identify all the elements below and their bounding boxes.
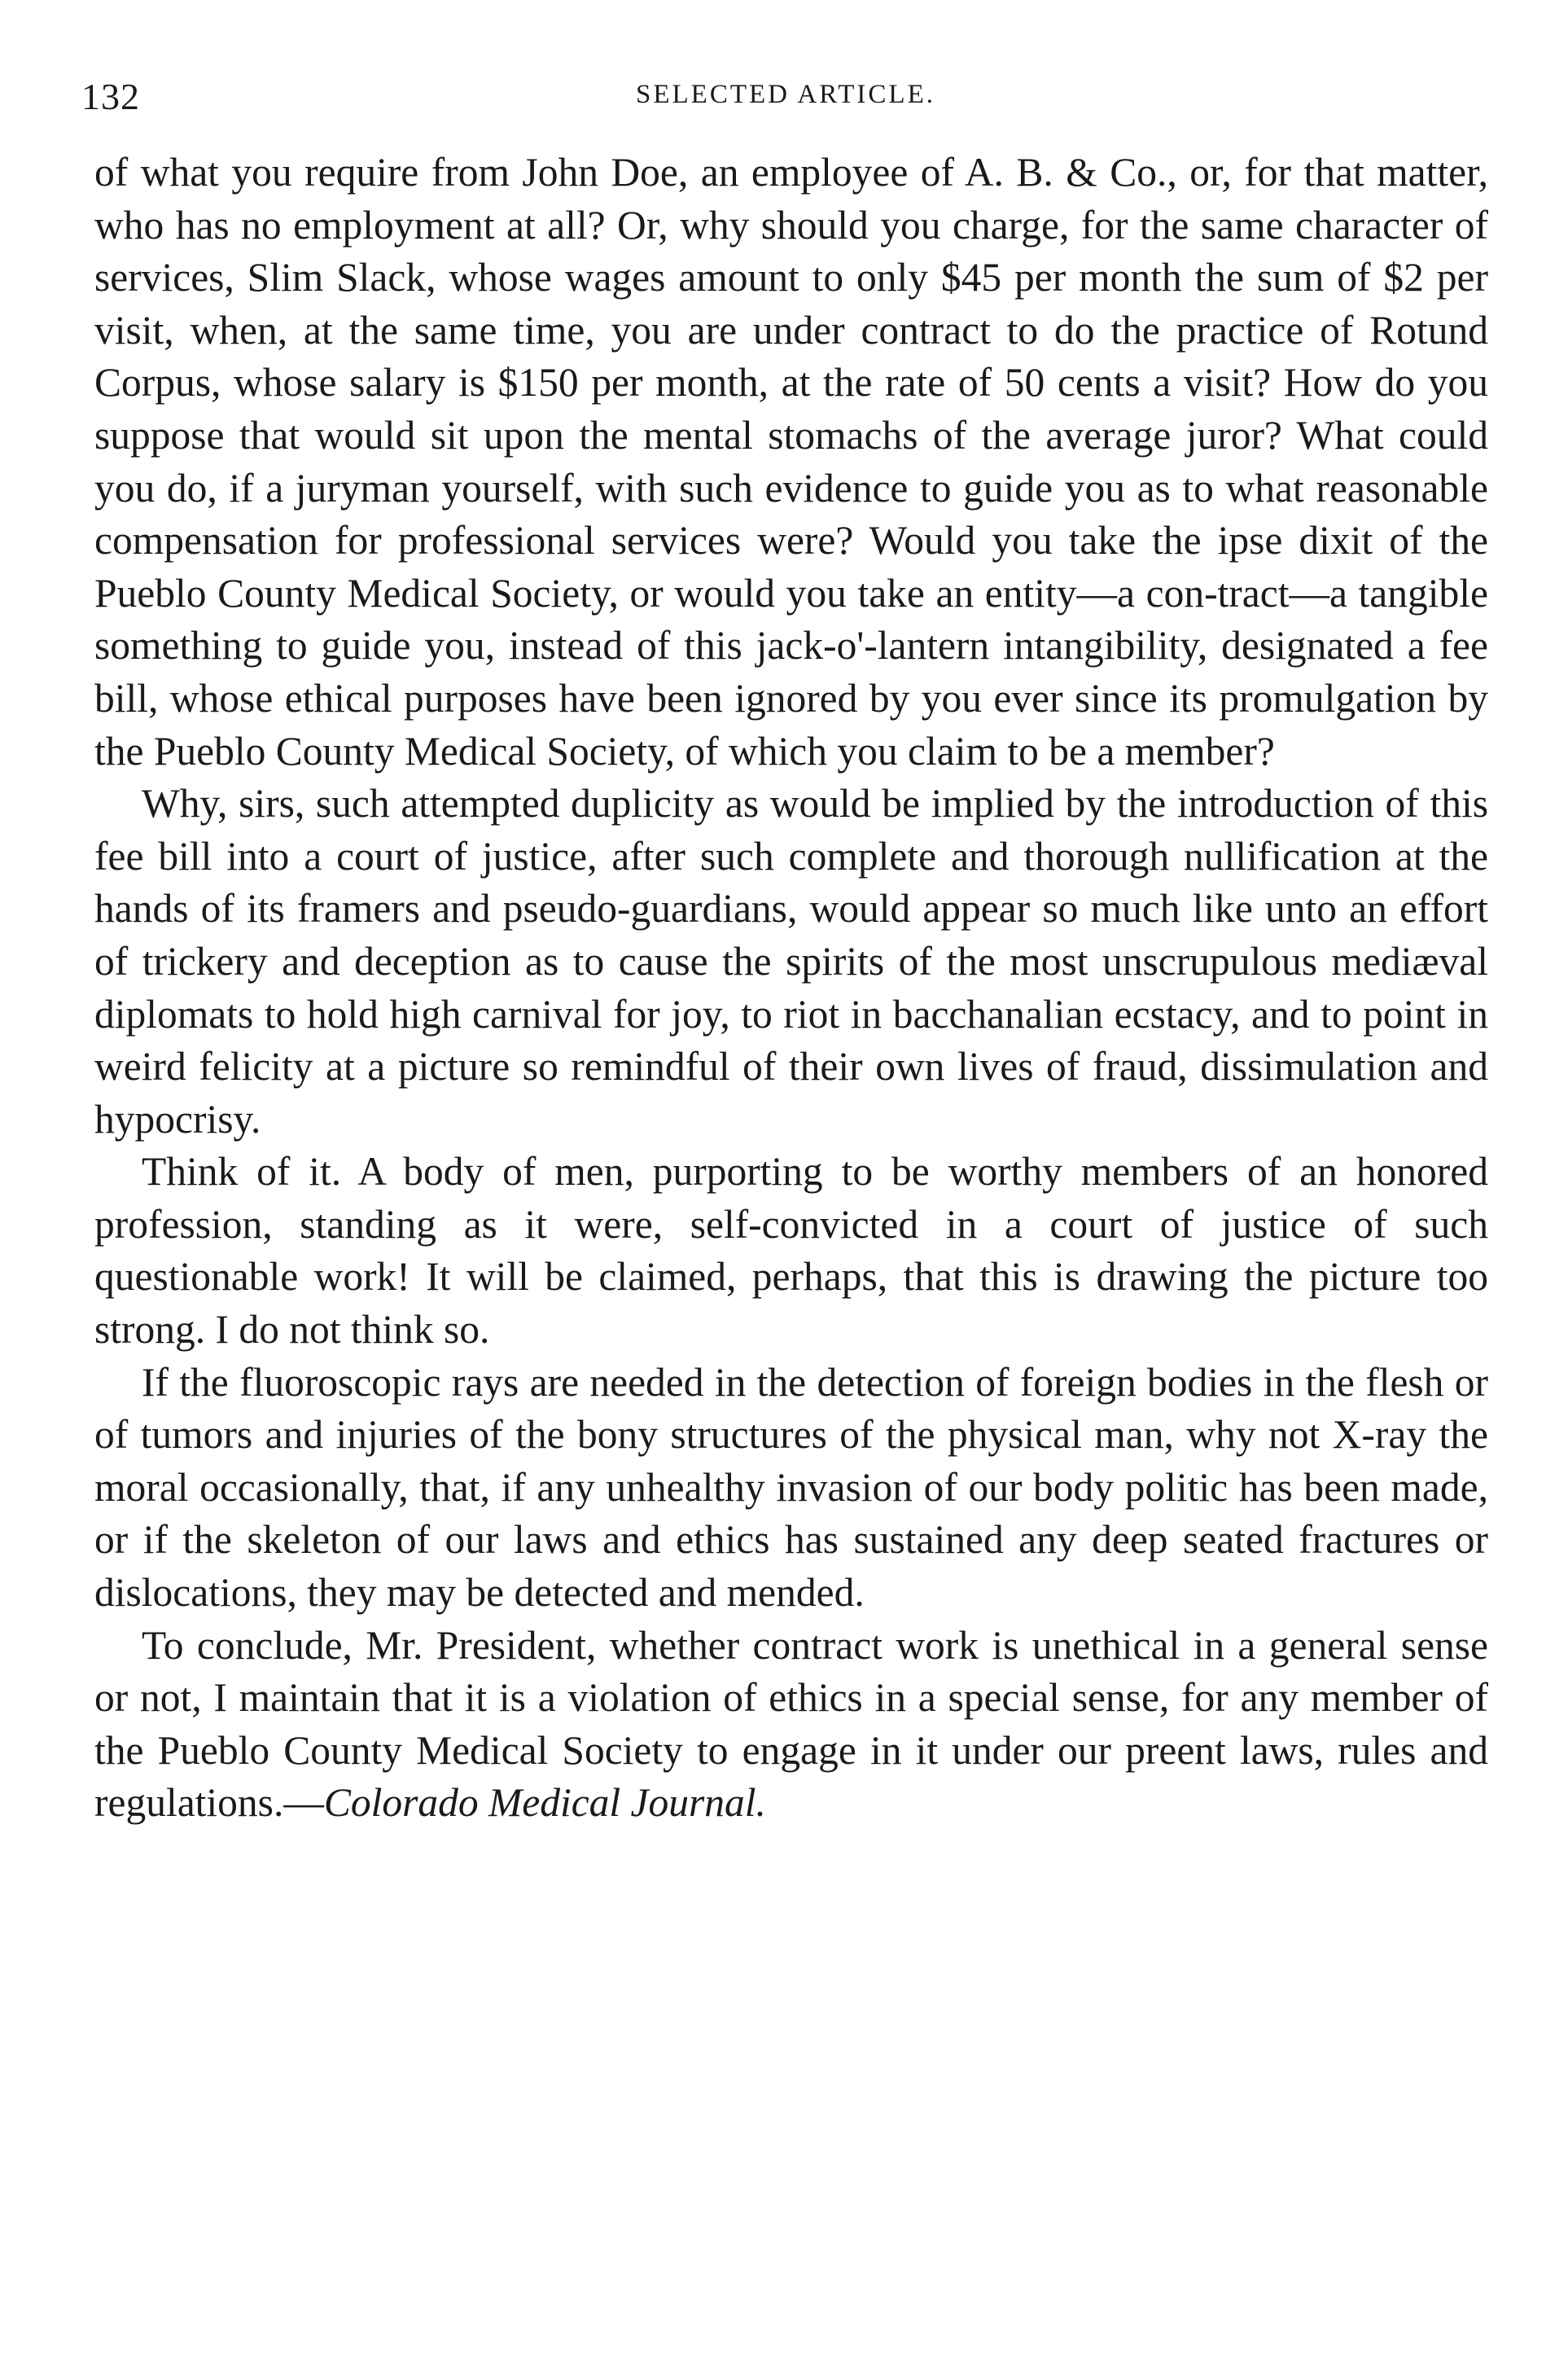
paragraph-1: of what you require from John Doe, an employee of A. B. & Co., or, for that matter, who has no employment at all? Or, why should you charge, for the same character of services, Slim Slack, whose wages amount to only $45 per month the sum of $2 per visit, when, at the same time, you are under contract to do the practice of Rotund Corpus, whose salary is $150 per month, at the rate of 50 cents a visit? How do you suppose that would sit upon the mental stomachs of the average juror? What could you do, if a juryman yourself, with such evidence to guide you as to what reasonable compensation for professional services were? Would you take the ipse dixit of the Pueblo County Medical Society, or would you take an entity—a con-tract—a tangible something to guide you, instead of this jack-o'-lantern intangibility, designated a fee bill, whose ethical purposes have been ignored by you ever since its promulgation by the Pueblo County Medical Society, of which you claim to be a member? xyxy=(94,150,1488,774)
page-number: 132 xyxy=(81,76,140,117)
article-body xyxy=(94,147,1488,1830)
source-citation: Colorado Medical Journal. xyxy=(323,1780,766,1826)
paragraph-5 xyxy=(94,1620,1488,1830)
paragraph-5-text: To conclude, Mr. President, whether contract work is unethical in a general sense or not, I maintain that it is a violation of ethics in a special sense, for any member of the Pueblo County Medical Society to engage in it under our preent laws, rules and regulations.— xyxy=(94,1622,1488,1826)
running-head: SELECTED ARTICLE. xyxy=(636,80,935,109)
paragraph-4: If the fluoroscopic rays are needed in the detection of foreign bodies in the flesh or of tumors and injuries of the bony structures of the physical man, why not X-ray the moral occasionally, that, if any unhealthy invasion of our body politic has been made, or if the skeleton of our laws and ethics has sustained any deep seated fractures or dislocations, they may be detected and mended. xyxy=(94,1359,1488,1616)
paragraph-3: Think of it. A body of men, purporting to be worthy members of an honored profession, standing as it were, self-convicted in a court of justice of such questionable work! It will be claimed, perhaps, that this is drawing the picture too strong. I do not think so. xyxy=(94,1149,1488,1353)
paragraph-2: Why, sirs, such attempted duplicity as would be implied by the introduction of this fee bill into a court of justice, after such complete and thorough nullification at the hands of its framers and pseudo-guardians, would appear so much like unto an effort of trickery and deception as to cause the spirits of the most unscrupulous mediæval diplomats to hold high carnival for joy, to riot in bacchanalian ecstacy, and to point in weird felicity at a picture so remindful of their own lives of fraud, dissimulation and hypocrisy. xyxy=(94,781,1488,1142)
page-header xyxy=(81,75,1490,124)
